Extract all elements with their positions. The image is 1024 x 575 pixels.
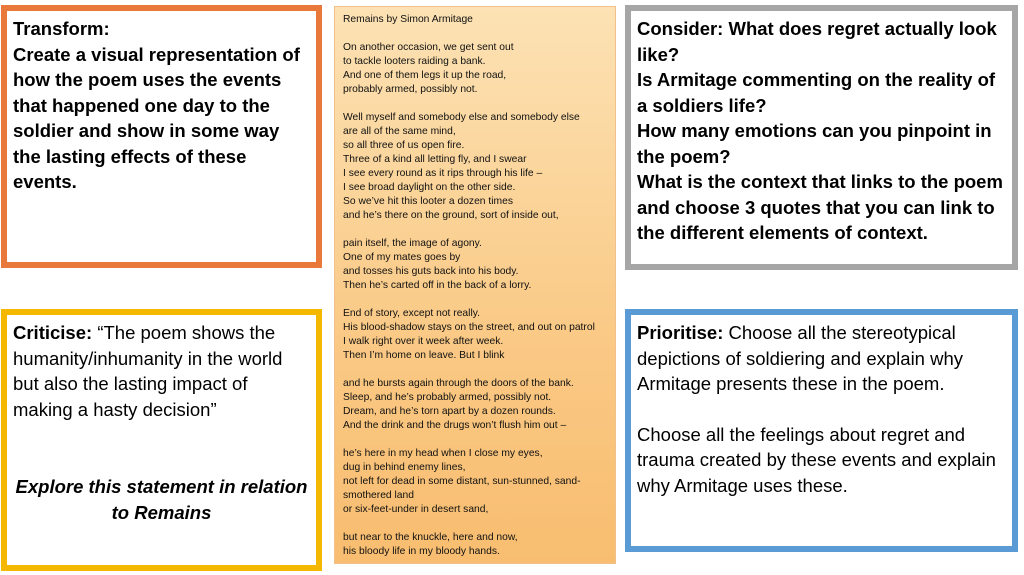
poem-stanza (343, 307, 607, 363)
poem-line: Sleep, and he’s probably armed, possibly not. (343, 392, 552, 403)
poem-line: I walk right over it week after week. (343, 336, 504, 347)
poem-line: On another occasion, we get sent out (343, 42, 514, 53)
transform-heading: Transform: (13, 18, 110, 39)
poem-line: and he’s there on the ground, sort of inside out, (343, 210, 559, 221)
consider-question-2: Is Armitage commenting on the reality of a soldiers life? (637, 69, 996, 116)
criticise-statement: Explore this statement in relation to Remains (15, 476, 308, 523)
poem-stanza (343, 111, 607, 223)
consider-question-4: What is the context that links to the poem and choose 3 quotes that you can link to the different elements of context. (637, 171, 1003, 243)
criticise-heading: Criticise: (13, 322, 93, 343)
poem-line: so all three of us open fire. (343, 140, 465, 151)
criticise-quote: “The poem shows the humanity/inhumanity in the world but also the lasting impact of making a hasty decision” (13, 322, 283, 420)
poem-line: So we’ve hit this looter a dozen times (343, 196, 513, 207)
poem-line: his bloody life in my bloody hands. (343, 546, 500, 557)
poem-line: Then he’s carted off in the back of a lorry. (343, 280, 532, 291)
poem-line: but near to the knuckle, here and now, (343, 532, 518, 543)
poem-line: probably armed, possibly not. (343, 84, 478, 95)
poem-line: or six-feet-under in desert sand, (343, 504, 489, 515)
poem-stanza (343, 237, 607, 293)
poem-line: And one of them legs it up the road, (343, 70, 507, 81)
poem-line: he’s here in my head when I close my eyes, (343, 448, 543, 459)
poem-line: I see every round as it rips through his life – (343, 168, 543, 179)
paragraph-spacer (637, 397, 1006, 422)
poem-line: One of my mates goes by (343, 252, 461, 263)
poem-line: not left for dead in some distant, sun-stunned, sand-smothered land (343, 476, 581, 501)
poem-line: End of story, except not really. (343, 308, 480, 319)
poem-line: Then I’m home on leave. But I blink (343, 350, 505, 361)
poem-line: are all of the same mind, (343, 126, 456, 137)
criticise-quote-block (13, 320, 310, 422)
prioritise-heading: Prioritise: (637, 322, 724, 343)
poem-title: Remains by Simon Armitage (343, 14, 473, 25)
poem-line: and he bursts again through the doors of the bank. (343, 378, 574, 389)
poem-stanza (343, 447, 607, 517)
transform-text: Create a visual representation of how the poem uses the events that happened one day to the soldier and show in some way the lasting effects of these events. (13, 43, 300, 192)
consider-text (637, 16, 1006, 246)
consider-heading: Consider: (637, 18, 724, 39)
poem-stanza (343, 377, 607, 433)
consider-question-1: What does regret actually look like? (637, 18, 997, 65)
poem-line: Well myself and somebody else and somebody else (343, 112, 580, 123)
criticise-task-card (1, 309, 322, 571)
poem-line: Three of a kind all letting fly, and I swear (343, 154, 527, 165)
poem-body (343, 41, 607, 559)
poem-stanza (343, 531, 607, 559)
poem-stanza (343, 41, 607, 97)
poem-line: And the drink and the drugs won’t flush him out – (343, 420, 567, 431)
poem-line: pain itself, the image of agony. (343, 238, 482, 249)
poem-panel (334, 6, 616, 564)
prioritise-paragraph-2: Choose all the feelings about regret and trauma created by these events and explain why Armitage uses these. (637, 423, 996, 496)
prioritise-paragraph-1-block (637, 320, 1006, 397)
poem-line: Dream, and he’s torn apart by a dozen rounds. (343, 406, 556, 417)
prioritise-task-card (625, 309, 1018, 552)
poem-line: and tosses his guts back into his body. (343, 266, 519, 277)
consider-task-card (625, 5, 1018, 270)
poem-line: to tackle looters raiding a bank. (343, 56, 486, 67)
poem-line: dug in behind enemy lines, (343, 462, 466, 473)
poem-line: I see broad daylight on the other side. (343, 182, 516, 193)
consider-question-3: How many emotions can you pinpoint in the poem? (637, 120, 992, 167)
transform-task-card (1, 5, 322, 268)
poem-line: His blood-shadow stays on the street, and out on patrol (343, 322, 595, 333)
prioritise-paragraph-1: Choose all the stereotypical depictions of soldiering and explain why Armitage presents these in the poem. (637, 322, 964, 394)
